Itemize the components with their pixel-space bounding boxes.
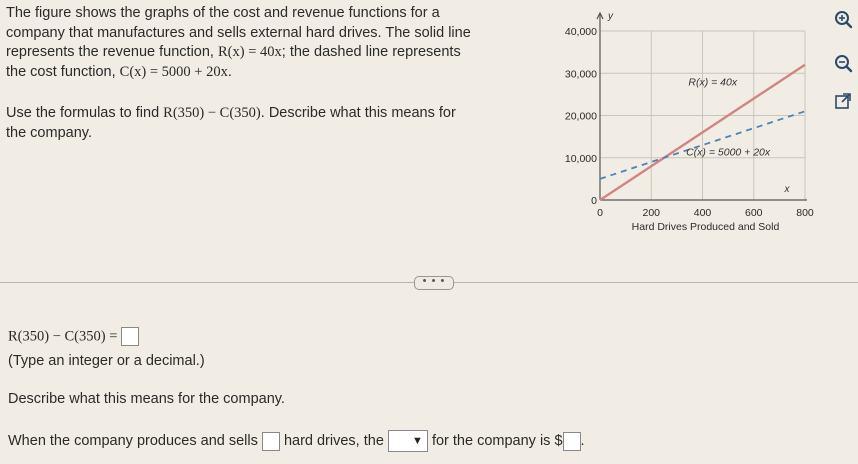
dropdown-arrow-icon: ▼: [412, 435, 423, 447]
cost-line-label: C(x) = 5000 + 20x: [686, 146, 771, 159]
cost-revenue-chart: [545, 0, 830, 240]
question-line-4-b: .: [227, 63, 232, 80]
question-line-3-a: represents the revenue function,: [6, 44, 218, 60]
revenue-line-label: R(x) = 40x: [688, 76, 738, 89]
difference-answer-input[interactable]: [121, 327, 139, 346]
x-tick-label-0: 0: [597, 207, 603, 219]
question-text: [6, 4, 551, 143]
sentence-part-c: for the company is $: [431, 432, 563, 449]
x-axis-label: Hard Drives Produced and Sold: [631, 221, 780, 233]
sentence-part-b: hard drives, the: [283, 432, 384, 449]
answer-row: [8, 327, 139, 346]
sentence-part-d: .: [580, 432, 585, 449]
sentence-part-a: When the company produces and sells: [8, 432, 258, 449]
y-tick-label-0: 0: [591, 195, 597, 207]
x-tick-label-4: 800: [796, 207, 814, 219]
question-line-4-a: the cost function,: [6, 63, 120, 80]
revenue-formula: R(x) = 40x: [218, 44, 282, 60]
external-link-icon[interactable]: [832, 90, 854, 112]
y-axis-letter: y: [608, 11, 613, 22]
question-line-3-b: ; the dashed line represents: [281, 44, 461, 60]
answer-hint: (Type an integer or a decimal.): [8, 353, 205, 369]
hard-drives-count-input[interactable]: [262, 432, 280, 451]
question-line-1: The figure shows the graphs of the cost and revenue functions for a: [6, 5, 440, 21]
question-line-4: [6, 63, 551, 83]
expand-more-button[interactable]: • • •: [414, 276, 454, 290]
x-axis-letter: x: [784, 183, 790, 195]
zoom-in-icon[interactable]: [832, 8, 854, 30]
cost-formula: C(x) = 5000 + 20x: [119, 63, 228, 80]
y-tick-label-4: 40,000: [564, 26, 597, 38]
question-line-6: the company.: [6, 124, 92, 141]
difference-expression: R(350) − C(350): [163, 105, 261, 121]
answer-expression: R(350) − C(350) =: [8, 328, 118, 345]
y-tick-label-3: 30,000: [564, 68, 597, 81]
zoom-out-icon[interactable]: [832, 52, 854, 74]
x-tick-label-2: 400: [693, 207, 712, 219]
describe-prompt: Describe what this means for the company.: [8, 391, 285, 407]
question-line-5-b: . Describe what this means for: [260, 105, 456, 121]
question-line-5-a: Use the formulas to find: [6, 105, 164, 121]
question-line-5: [6, 104, 551, 124]
question-line-3: [6, 43, 551, 63]
question-line-2: company that manufactures and sells external hard drives. The solid line: [6, 24, 471, 41]
profit-loss-dropdown[interactable]: [388, 430, 428, 452]
describe-sentence: [8, 430, 585, 452]
x-tick-label-1: 200: [642, 207, 661, 219]
y-tick-label-1: 10,000: [564, 152, 597, 165]
dollar-amount-input[interactable]: [563, 432, 581, 451]
x-tick-label-3: 600: [744, 207, 763, 219]
y-tick-label-2: 20,000: [564, 110, 597, 123]
